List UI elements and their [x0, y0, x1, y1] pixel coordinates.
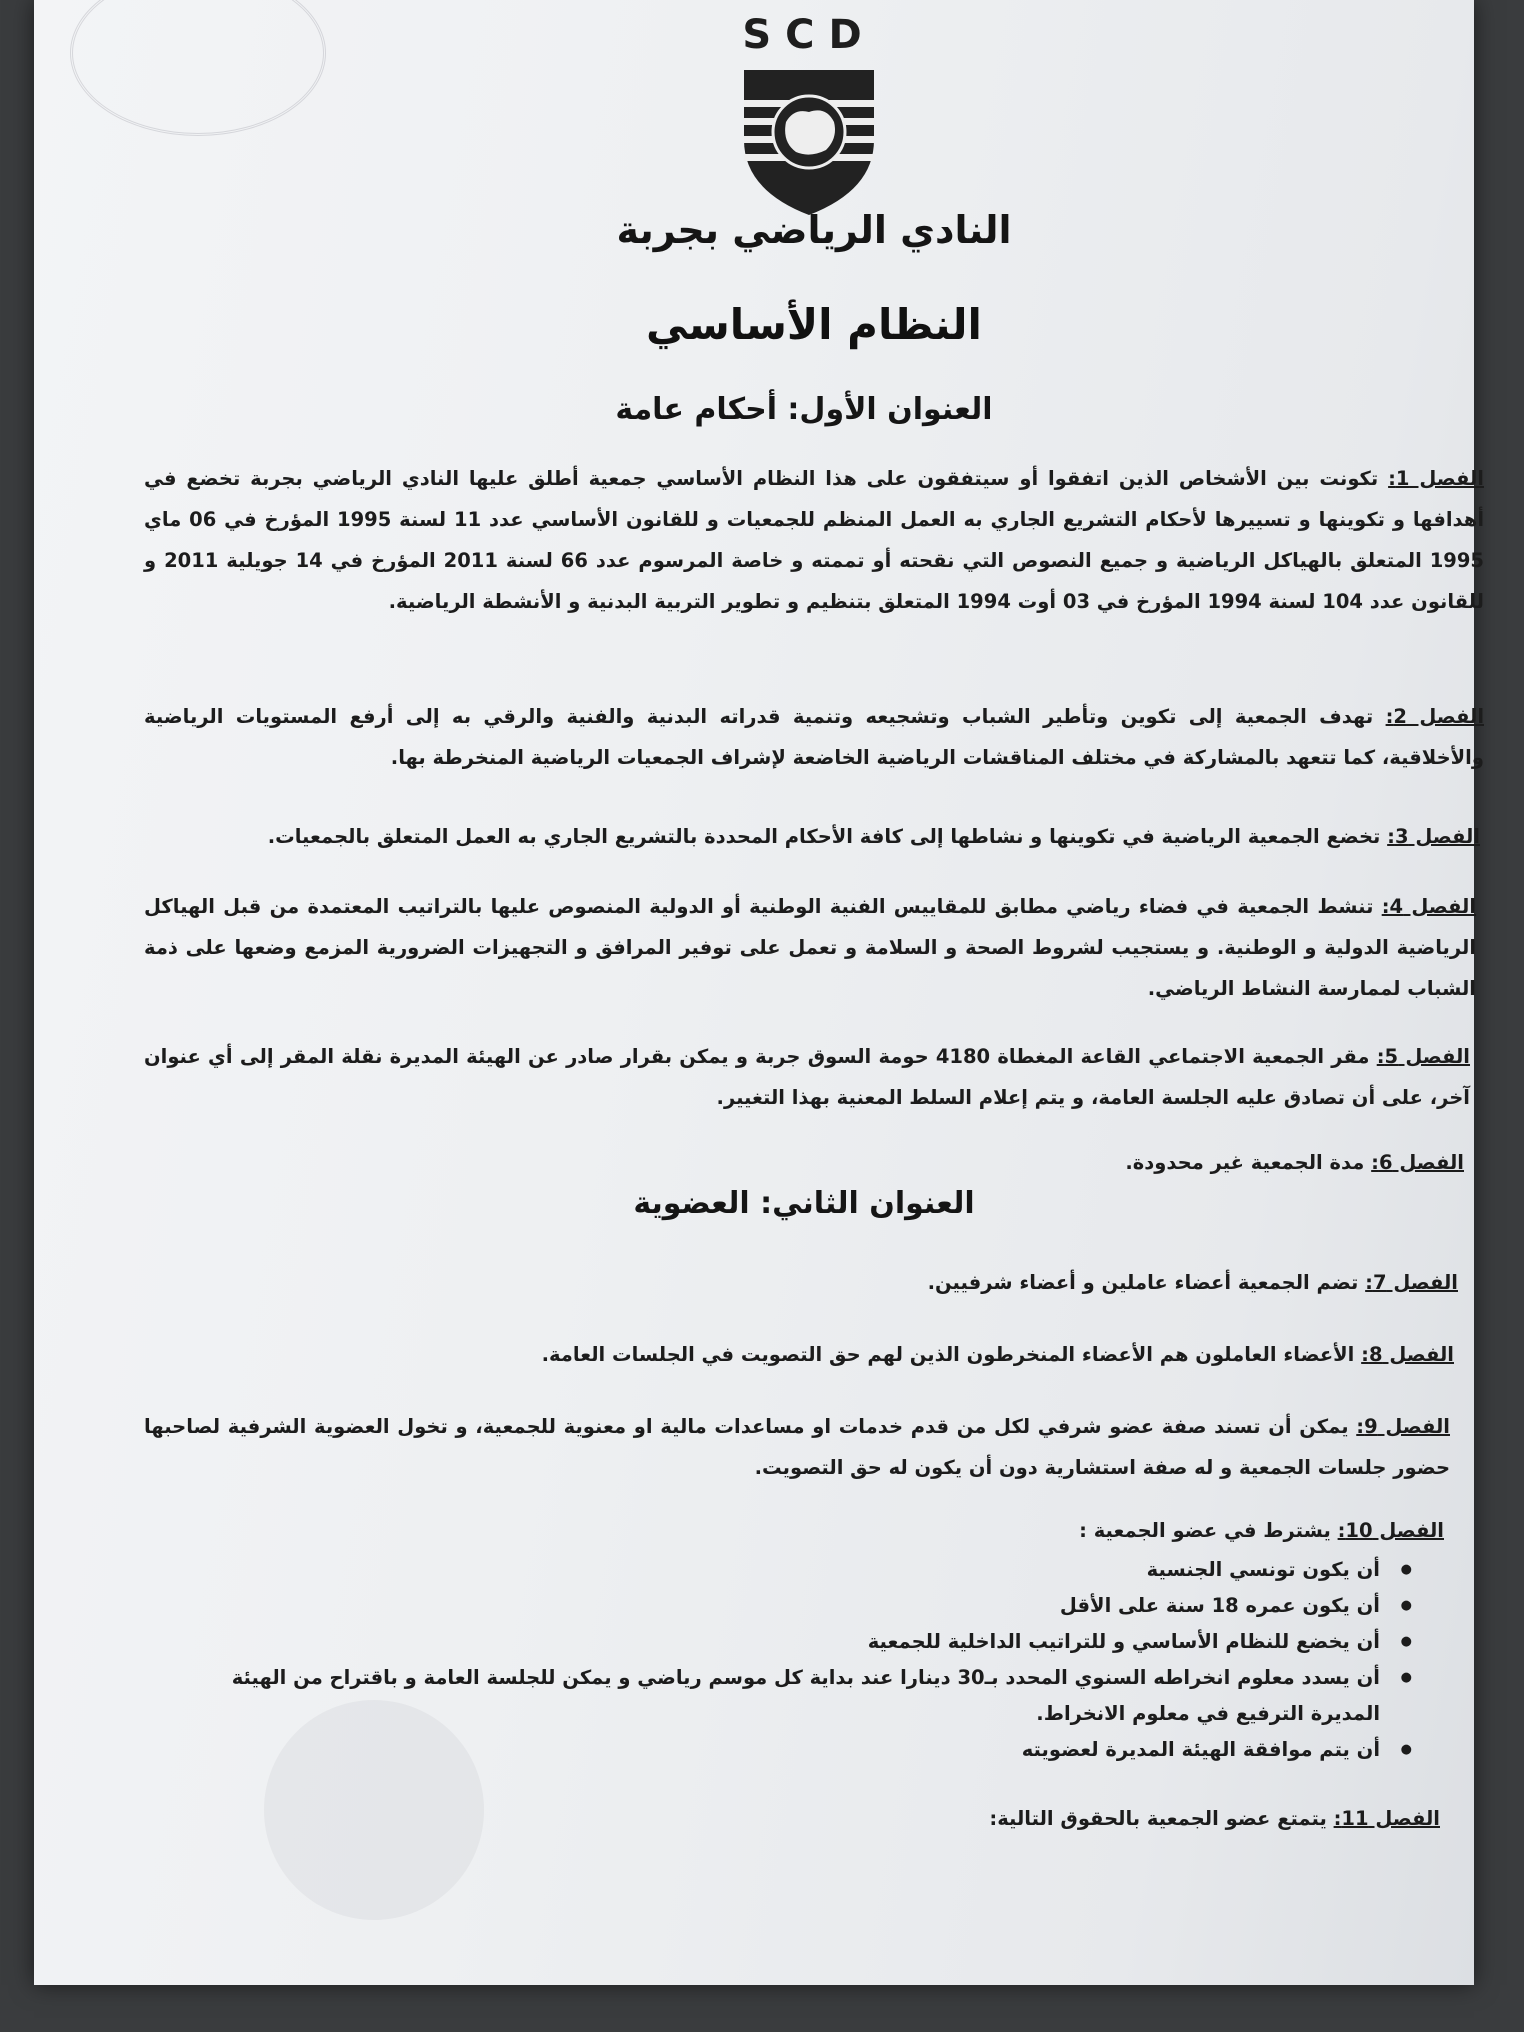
club-name: النادي الرياضي بجربة — [616, 208, 1012, 252]
article-label: الفصل 11: — [1333, 1807, 1440, 1830]
article-label: الفصل 2: — [1385, 705, 1484, 728]
article-text: تهدف الجمعية إلى تكوين وتأطير الشباب وتشجيعه وتنمية قدراته البدنية والفنية والرقي به إلى أرفع المستويات الرياضية والأخلاقية، كما تتعهد بالمشاركة في مختلف المناقشات الرياضية الخاضعة لإشراف الجمعيات الرياضية المنخرطة بها. — [144, 705, 1484, 769]
article-label: الفصل 7: — [1365, 1271, 1458, 1294]
article-text: يتمتع عضو الجمعية بالحقوق التالية: — [989, 1807, 1327, 1830]
article-text: يشترط في عضو الجمعية : — [1079, 1519, 1331, 1542]
list-item: ● أن يتم موافقة الهيئة المديرة لعضويته — [164, 1732, 1414, 1768]
article-label: الفصل 3: — [1387, 825, 1480, 848]
article-text: تضم الجمعية أعضاء عاملين و أعضاء شرفيين. — [927, 1271, 1359, 1294]
article-3 — [144, 816, 1480, 857]
article-2 — [144, 696, 1484, 778]
membership-conditions-list — [164, 1552, 1414, 1768]
article-text: مدة الجمعية غير محدودة. — [1125, 1151, 1365, 1174]
club-crest — [724, 12, 894, 232]
document-page — [34, 0, 1484, 1985]
article-text: يمكن أن تسند صفة عضو شرفي لكل من قدم خدمات او مساعدات مالية او معنوية للجمعية، و تخول العضوية الشرفية لصاحبها حضور جلسات الجمعية و له صفة استشارية دون أن يكون له حق التصويت. — [144, 1415, 1450, 1479]
article-label: الفصل 1: — [1388, 467, 1484, 490]
article-text: تخضع الجمعية الرياضية في تكوينها و نشاطها إلى كافة الأحكام المحددة بالتشريع الجاري به العمل المتعلق بالجمعيات. — [267, 825, 1381, 848]
article-text: الأعضاء العاملون هم الأعضاء المنخرطون الذين لهم حق التصويت في الجلسات العامة. — [541, 1343, 1355, 1366]
crest-letters: SCD — [742, 12, 876, 58]
article-8 — [144, 1334, 1454, 1375]
section1-title: العنوان الأول: أحكام عامة — [615, 392, 993, 427]
article-7 — [144, 1262, 1458, 1303]
article-11 — [144, 1798, 1440, 1839]
article-label: الفصل 9: — [1356, 1415, 1450, 1438]
doc-title: النظام الأساسي — [646, 300, 982, 349]
article-text: تنشط الجمعية في فضاء رياضي مطابق للمقاييس الفنية الوطنية أو الدولية المنصوص عليها بالتراتيب المعتمدة من قبل الهياكل الرياضية الدولية و الوطنية. و يستجيب لشروط الصحة و السلامة و تعمل على توفير المرافق و التجهيزات الضرورية المزمع وضعها على ذمة الشباب لممارسة النشاط الرياضي. — [144, 895, 1476, 1000]
article-label: الفصل 5: — [1376, 1045, 1470, 1068]
section2-title: العنوان الثاني: العضوية — [633, 1186, 975, 1221]
article-6 — [144, 1142, 1464, 1183]
list-item: ● أن يخضع للنظام الأساسي و للتراتيب الداخلية للجمعية — [164, 1624, 1414, 1660]
article-4 — [144, 886, 1476, 1009]
article-label: الفصل 6: — [1371, 1151, 1464, 1174]
article-label: الفصل 10: — [1337, 1519, 1444, 1542]
article-label: الفصل 4: — [1381, 895, 1477, 918]
article-label: الفصل 8: — [1361, 1343, 1454, 1366]
list-item: ● أن يكون عمره 18 سنة على الأقل — [164, 1588, 1414, 1624]
article-5 — [144, 1036, 1470, 1118]
faded-stamp — [70, 0, 326, 136]
list-item: ● أن يكون تونسي الجنسية — [164, 1552, 1414, 1588]
article-text: تكونت بين الأشخاص الذين اتفقوا أو سيتفقون على هذا النظام الأساسي جمعية أطلق عليها النادي الرياضي بجربة تخضع في أهدافها و تكوينها و تسييرها لأحكام التشريع الجاري به العمل المنظم للجمعيات و للقانون الأساسي عدد 11 لسنة 1995 المؤرخ في 06 ماي 1995 المتعلق بالهياكل الرياضية و جميع النصوص التي نقحته أو تممته و خاصة المرسوم عدد 66 لسنة 2011 المؤرخ في 14 جويلية 2011 و للقانون عدد 104 لسنة 1994 المؤرخ في 03 أوت 1994 المتعلق بتنظيم و تطوير التربية البدنية و الأنشطة الرياضية. — [144, 467, 1484, 613]
crest-shield-icon — [734, 60, 884, 220]
list-item: ● أن يسدد معلوم انخراطه السنوي المحدد بـ30 دينارا عند بداية كل موسم رياضي و يمكن للجلسة العامة و باقتراح من الهيئة المديرة الترفيع في معلوم الانخراط. — [164, 1660, 1414, 1732]
article-text: مقر الجمعية الاجتماعي القاعة المغطاة 4180 حومة السوق جربة و يمكن بقرار صادر عن الهيئة المديرة نقلة المقر إلى أي عنوان آخر، على أن تصادق عليه الجلسة العامة، و يتم إعلام السلط المعنية بهذا التغيير. — [144, 1045, 1470, 1109]
article-1 — [144, 458, 1484, 622]
article-9 — [144, 1406, 1450, 1488]
article-10 — [144, 1510, 1444, 1551]
